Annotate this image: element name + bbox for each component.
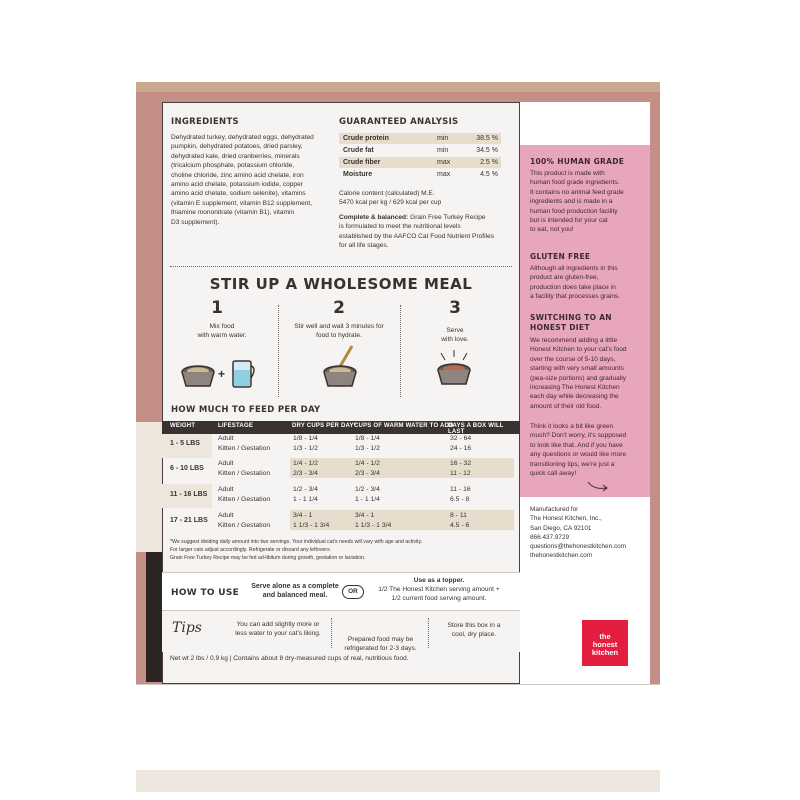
side-line: any questions or would like more xyxy=(530,451,627,459)
logo-word: the xyxy=(599,632,611,641)
side-line: Honest Kitchen to your cat's food xyxy=(530,346,627,354)
ingredients-heading: INGREDIENTS xyxy=(171,117,239,127)
tip-line: less water to your cat's liking. xyxy=(235,630,321,638)
side-line: a facility that processes grains. xyxy=(530,293,621,301)
days-cell: 4.5 - 6 xyxy=(450,522,470,529)
manufacturer-website: thehonestkitchen.com xyxy=(530,552,593,560)
feeding-notes xyxy=(170,538,515,562)
switching-heading-line: SWITCHING TO AN xyxy=(530,313,612,322)
tips-label: Tips xyxy=(172,620,202,636)
side-line: over the course of 5-10 days, xyxy=(530,355,616,363)
switching-heading-line: HONEST DIET xyxy=(530,323,590,332)
side-line: ingredients and is made in a xyxy=(530,198,613,206)
step-number: 2 xyxy=(333,298,345,318)
how-to-use-heading: HOW TO USE xyxy=(171,588,240,598)
calorie-line: 5470 kcal per kg / 629 kcal per cup xyxy=(339,199,442,207)
green-mush-text xyxy=(530,422,648,478)
analysis-row xyxy=(339,133,501,144)
side-line: Although all ingredients in this xyxy=(530,265,618,272)
nutrient-qualifier: max xyxy=(437,159,451,166)
column-header: LIFESTAGE xyxy=(218,423,254,429)
dry-cups-cell: 1/8 - 1/4 xyxy=(293,435,318,442)
lifestage-cell: Adult xyxy=(218,512,234,519)
net-weight: Net wt 2 lbs / 0.9 kg | Contains about 8 dry-measured cups of real, nutritious food. xyxy=(170,655,409,662)
gluten-free-heading: GLUTEN FREE xyxy=(530,252,591,261)
manufacturer-info xyxy=(530,505,655,561)
manufacturer-line: Manufactured for xyxy=(530,506,579,513)
manufacturer-email: questions@thehonestkitchen.com xyxy=(530,543,627,551)
nutrient-value: 38.5 % xyxy=(476,135,498,142)
dry-cups-cell: 1 1/3 - 1 3/4 xyxy=(293,522,330,529)
aafco-line: established by the AAFCO Cat Food Nutrient Profiles xyxy=(339,232,495,240)
side-line: We recommend adding a little xyxy=(530,337,618,344)
ingredients-line: amino acid chelate, sodium selenite), vitamins xyxy=(171,190,306,198)
side-line: product are gluten-free, xyxy=(530,274,599,282)
side-line: quick call away! xyxy=(530,470,577,478)
tip-storage xyxy=(434,621,514,640)
step-number: 3 xyxy=(449,298,461,318)
side-line: human food production facility xyxy=(530,207,618,215)
days-cell: 16 - 32 xyxy=(450,460,472,467)
manufacturer-line: 866.437.9729 xyxy=(530,533,570,541)
dotted-divider xyxy=(170,266,512,267)
side-line: increasing The Honest Kitchen xyxy=(530,384,620,392)
lifestage-cell: Adult xyxy=(218,435,234,442)
feeding-heading: HOW MUCH TO FEED PER DAY xyxy=(171,405,321,415)
or-badge: OR xyxy=(342,585,364,599)
step-text xyxy=(415,326,495,344)
side-line: amount of their old food. xyxy=(530,402,602,410)
side-line: (pea-size portions) and gradually xyxy=(530,374,627,382)
lifestage-cell: Adult xyxy=(218,486,234,493)
logo-word: honest xyxy=(592,640,618,649)
dry-cups-cell: 1/3 - 1/2 xyxy=(293,445,318,452)
column-header: WEIGHT xyxy=(170,423,196,429)
dry-cups-cell: 1/2 - 3/4 xyxy=(293,486,318,493)
step-line: Stir well and wait 3 minutes for xyxy=(294,323,384,330)
nutrient-value: 2.5 % xyxy=(480,159,498,166)
human-grade-text xyxy=(530,169,648,235)
tip-refrigerate xyxy=(338,635,423,654)
tip-divider xyxy=(428,618,429,648)
measuring-cup-icon xyxy=(230,358,258,390)
tip-line: cool, dry place. xyxy=(451,631,497,639)
lifestage-cell: Kitten / Gestation xyxy=(218,470,271,477)
step-line: Mix food xyxy=(209,323,235,330)
nutrient-name: Crude fat xyxy=(343,147,374,154)
food-bowl-icon xyxy=(176,360,220,390)
days-cell: 11 - 16 xyxy=(450,486,471,493)
manufacturer-line: San Diego, CA 92101 xyxy=(530,524,592,532)
logo-word: kitchen xyxy=(591,648,619,657)
use-option-topper xyxy=(364,576,514,603)
lifestage-cell: Kitten / Gestation xyxy=(218,522,271,529)
side-line: mush? Don't worry, it's supposed xyxy=(530,432,627,440)
honest-kitchen-logo xyxy=(582,620,628,666)
step-line: with love. xyxy=(441,336,469,343)
switching-text xyxy=(530,336,648,411)
human-grade-heading: 100% HUMAN GRADE xyxy=(530,157,625,166)
aafco-statement xyxy=(339,213,514,251)
days-cell: 11 - 12 xyxy=(450,470,471,477)
nutrient-qualifier: max xyxy=(437,171,451,178)
lifestage-cell: Adult xyxy=(218,460,234,467)
step-number: 1 xyxy=(211,298,223,318)
aafco-line: is formulated to meet the nutritional levels xyxy=(339,223,461,231)
side-line: each day while decreasing the xyxy=(530,393,619,401)
ingredients-line: amino acid chelate, potassium iodide, copper xyxy=(171,181,303,189)
lifestage-cell: Kitten / Gestation xyxy=(218,496,271,503)
tip-line: Store this box in a xyxy=(447,622,501,629)
side-line: This product is made with xyxy=(530,170,605,177)
aafco-line: for all life stages. xyxy=(339,242,389,250)
step-divider xyxy=(278,305,279,397)
dry-cups-cell: 3/4 - 1 xyxy=(293,512,313,519)
step-line: Serve xyxy=(446,327,464,334)
analysis-row xyxy=(339,145,501,156)
feeding-note: For larger cats adjust accordingly. Refrigerate or discard any leftovers. xyxy=(170,547,332,553)
manufacturer-line: The Honest Kitchen, Inc., xyxy=(530,515,602,523)
side-line: production does take place in xyxy=(530,283,616,291)
nutrient-qualifier: min xyxy=(437,147,449,154)
gluten-free-text xyxy=(530,264,648,302)
days-cell: 6.5 - 8 xyxy=(450,496,470,503)
lifestage-cell: Kitten / Gestation xyxy=(218,445,271,452)
weight-label: 1 - 5 LBS xyxy=(170,440,200,447)
use-option-line: 1/2 current food serving amount. xyxy=(391,595,487,602)
side-line: human food grade ingredients. xyxy=(530,179,620,187)
stir-heading: STIR UP A WHOLESOME MEAL xyxy=(209,275,473,293)
ingredients-line: choline chloride, zinc amino acid chelate, iron xyxy=(171,171,304,179)
ingredients-line: (vitamin E supplement, vitamin B12 supplement, xyxy=(171,199,313,207)
plus-sign: + xyxy=(218,367,226,381)
step-text xyxy=(182,322,262,340)
water-cups-cell: 1 1/3 - 1 3/4 xyxy=(355,522,392,529)
water-cups-cell: 2/3 - 3/4 xyxy=(355,470,380,477)
ingredients-line: dehydrated kale, dried cranberries, minerals xyxy=(171,152,300,160)
calorie-content xyxy=(339,189,509,208)
tip-divider xyxy=(331,618,332,648)
column-header: DRY CUPS PER DAY* xyxy=(292,423,357,429)
weight-label: 11 - 16 LBS xyxy=(170,491,208,498)
tip-line: refrigerated for 2-3 days. xyxy=(344,645,417,653)
water-cups-cell: 1 - 1 1/4 xyxy=(355,496,380,503)
dry-cups-cell: 1/4 - 1/2 xyxy=(293,460,318,467)
nutrient-name: Crude protein xyxy=(343,135,389,142)
box-side-strip xyxy=(136,422,162,552)
ingredients-list xyxy=(171,133,336,227)
side-line: transitioning tips, we're just a xyxy=(530,460,615,468)
calorie-line: Calorie content (calculated) M.E. xyxy=(339,190,435,197)
row-shade xyxy=(290,458,514,478)
water-cups-cell: 3/4 - 1 xyxy=(355,512,375,519)
side-line: to eat, not you! xyxy=(530,226,574,234)
side-line: to look like that. And if you have xyxy=(530,441,623,449)
feeding-note: Grain Free Turkey Recipe may be fed ad-libitum during growth, gestation or lactation. xyxy=(170,555,366,561)
ingredients-line: (tricalcium phosphate, potassium chloride, xyxy=(171,162,295,170)
ingredients-line: thiamine mononitrate (vitamin B1), vitamin xyxy=(171,209,295,217)
switching-heading xyxy=(530,313,612,333)
use-option-line: Use as a topper. xyxy=(413,577,465,584)
analysis-row xyxy=(339,169,501,180)
dry-cups-cell: 2/3 - 3/4 xyxy=(293,470,318,477)
served-bowl-icon xyxy=(432,350,476,390)
side-line: It contains no animal feed grade xyxy=(530,188,624,196)
side-line: starting with very small amounts xyxy=(530,365,624,373)
step-divider xyxy=(400,305,401,397)
stirring-bowl-icon xyxy=(318,344,362,390)
days-cell: 8 - 11 xyxy=(450,512,467,519)
days-cell: 24 - 16 xyxy=(450,445,472,452)
tip-water xyxy=(228,620,328,639)
analysis-row xyxy=(339,157,501,168)
ingredients-line: Dehydrated turkey, dehydrated eggs, dehydrated xyxy=(171,134,314,141)
use-option-line: Serve alone as a complete xyxy=(251,583,339,590)
step-text xyxy=(287,322,391,340)
box-side-strip-dark xyxy=(146,552,162,682)
column-header: CUPS OF WARM WATER TO ADD xyxy=(354,423,454,429)
weight-label: 17 - 21 LBS xyxy=(170,517,208,524)
analysis-heading: GUARANTEED ANALYSIS xyxy=(339,117,459,127)
feeding-note: *We suggest dividing daily amount into two servings. Your individual cat's needs will vary with age and activity. xyxy=(170,539,423,545)
dry-cups-cell: 1 - 1 1/4 xyxy=(293,496,318,503)
ingredients-line: pumpkin, dehydrated potatoes, dried parsley, xyxy=(171,143,303,151)
tip-line: You can add slightly more or xyxy=(236,621,320,628)
nutrient-value: 4.5 % xyxy=(480,171,498,178)
use-option-line: and balanced meal. xyxy=(262,592,328,600)
feeding-table-header xyxy=(162,421,520,434)
water-cups-cell: 1/4 - 1/2 xyxy=(355,460,380,467)
days-cell: 32 - 64 xyxy=(450,435,472,442)
column-header: DAYS A BOX WILL LAST xyxy=(448,423,504,435)
step-line: with warm water. xyxy=(197,332,247,339)
nutrient-value: 34.5 % xyxy=(476,147,498,154)
use-option-line: 1/2 The Honest Kitchen serving amount + xyxy=(378,586,500,593)
tip-line: Prepared food may be xyxy=(347,636,414,643)
aafco-line: Grain Free Turkey Recipe xyxy=(410,214,486,221)
step-line: food to hydrate. xyxy=(316,332,362,339)
nutrient-qualifier: min xyxy=(437,135,449,142)
nutrient-name: Moisture xyxy=(343,171,373,178)
water-cups-cell: 1/8 - 1/4 xyxy=(355,435,380,442)
use-option-meal xyxy=(246,582,344,601)
water-cups-cell: 1/3 - 1/2 xyxy=(355,445,380,452)
curved-arrow-icon xyxy=(586,480,610,492)
weight-label: 6 - 10 LBS xyxy=(170,465,204,472)
box-bottom-band xyxy=(136,770,660,792)
water-cups-cell: 1/2 - 3/4 xyxy=(355,486,380,493)
ingredients-line: D3 supplement). xyxy=(171,218,220,226)
side-line: Think it looks a bit like green xyxy=(530,423,614,430)
nutrient-name: Crude fiber xyxy=(343,159,381,166)
side-line: but is intended for your cat xyxy=(530,217,608,225)
complete-balanced-label: Complete & balanced: xyxy=(339,214,409,221)
